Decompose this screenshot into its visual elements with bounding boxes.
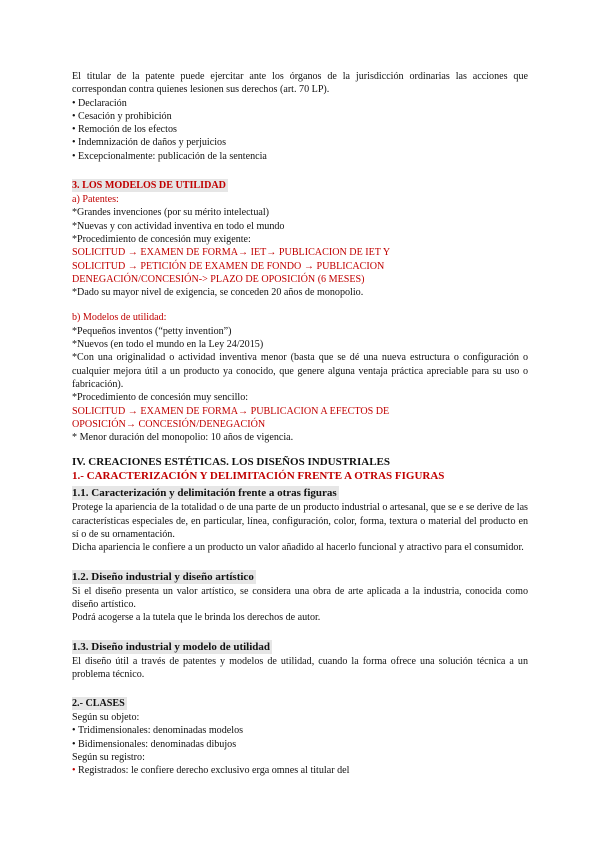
- patentes-procedure-line: DENEGACIÓN/CONCESIÓN-> PLAZO DE OPOSICIÓN (6 MESES): [72, 273, 365, 285]
- patentes-closing: *Dado su mayor nivel de exigencia, se conceden 20 años de monopolio.: [72, 287, 364, 299]
- modelos-paragraph: *Con una originalidad o actividad inventiva menor (basta que se dé una nueva estructura o configuración o cualquier mejora útil a un producto ya conocido, que genere alguna ventaja práctica apreciable para su uso o fabricación).: [72, 352, 528, 390]
- section-4-2-title: 2.- CLASES: [72, 698, 125, 710]
- list-item: • Bidimensionales: denominadas dibujos: [72, 738, 237, 750]
- patentes-line: *Procedimiento de concesión muy exigente:: [72, 233, 251, 245]
- modelos-closing: * Menor duración del monopolio: 10 años de vigencia.: [72, 432, 294, 444]
- section-4-1-1-paragraph: Protege la apariencia de la totalidad o de una parte de un producto industrial o artesanal, que se e se derive de las características especiales de, en particular, línea, configuración, color, forma, textura o material del producto en sí o de su ornamentación.: [72, 502, 528, 541]
- section-4-1-3-title: 1.3. Diseño industrial y modelo de utilidad: [72, 640, 271, 653]
- bullet-icon: •: [72, 765, 76, 777]
- section-4-1-title: 1.- CARACTERIZACIÓN Y DELIMITACIÓN FRENTE A OTRAS FIGURAS: [72, 469, 445, 482]
- section-4-1-3-paragraph: El diseño útil a través de patentes y modelos de utilidad, cuando la forma ofrece una solución técnica a un problema técnico.: [72, 655, 528, 680]
- bullet-icon: •: [72, 738, 76, 750]
- modelos-procedure-line: OPOSICIÓN→ CONCESIÓN/DENEGACIÓN: [72, 418, 266, 430]
- section-4-1-2-paragraph: Si el diseño presenta un valor artístico, se considera una obra de arte aplicada a la industria, conocida como diseño artístico.: [72, 585, 528, 610]
- registro-label: Según su registro:: [72, 751, 145, 763]
- bullet-icon: •: [72, 725, 76, 737]
- list-item: • Registrados: le confiere derecho exclusivo erga omnes al titular del: [72, 765, 350, 777]
- bullet-icon: •: [72, 97, 76, 109]
- modelos-procedure-line: SOLICITUD → EXAMEN DE FORMA→ PUBLICACION A EFECTOS DE: [72, 405, 390, 417]
- patentes-line: *Grandes invenciones (por su mérito intelectual): [72, 207, 270, 219]
- section-4-title: IV. CREACIONES ESTÉTICAS. LOS DISEÑOS INDUSTRIALES: [72, 456, 390, 469]
- section-3-title: 3. LOS MODELOS DE UTILIDAD: [72, 180, 226, 192]
- list-item: • Tridimensionales: denominadas modelos: [72, 725, 244, 737]
- bullet-icon: •: [72, 124, 76, 136]
- intro-bullet-list: [72, 97, 528, 163]
- modelos-line: *Nuevos (en todo el mundo en la Ley 24/2015): [72, 339, 264, 351]
- patentes-procedure-line: SOLICITUD → PETICIÓN DE EXAMEN DE FONDO → PUBLICACION: [72, 260, 385, 272]
- section-4-1-2-line: Podrá acogerse a la tutela que le brinda los derechos de autor.: [72, 612, 321, 624]
- section-4-1-1-title: 1.1. Caracterización y delimitación frente a otras figuras: [72, 487, 337, 500]
- list-item: • Indemnización de daños y perjuicios: [72, 137, 226, 149]
- list-item: • Excepcionalmente: publicación de la sentencia: [72, 150, 267, 162]
- bullet-icon: •: [72, 110, 76, 122]
- bullet-icon: •: [72, 137, 76, 149]
- patentes-line: *Nuevas y con actividad inventiva en todo el mundo: [72, 220, 285, 232]
- patentes-procedure-line: SOLICITUD → EXAMEN DE FORMA→ IET→ PUBLICACION DE IET Y: [72, 247, 391, 259]
- list-item: • Remoción de los efectos: [72, 124, 177, 136]
- section-4-1-2-title: 1.2. Diseño industrial y diseño artístico: [72, 570, 254, 583]
- list-item: • Declaración: [72, 97, 127, 109]
- modelos-heading: b) Modelos de utilidad:: [72, 312, 167, 324]
- patentes-heading: a) Patentes:: [72, 194, 119, 206]
- modelos-line: *Pequeños inventos (“petty invention”): [72, 325, 232, 337]
- section-4-1-1-paragraph-2: Dicha apariencia le confiere a un producto un valor añadido al hacerlo funcional y atractivo para el consumidor.: [72, 542, 524, 554]
- list-item: • Cesación y prohibición: [72, 110, 172, 122]
- objeto-label: Según su objeto:: [72, 712, 140, 724]
- document-page: [72, 70, 528, 778]
- intro-paragraph: El titular de la patente puede ejercitar ante los órganos de la jurisdicción ordinarias las acciones que correspondan contra quienes lesionen sus derechos (art. 70 LP).: [72, 71, 528, 96]
- bullet-icon: •: [72, 150, 76, 162]
- modelos-procedure-intro: *Procedimiento de concesión muy sencillo:: [72, 392, 249, 404]
